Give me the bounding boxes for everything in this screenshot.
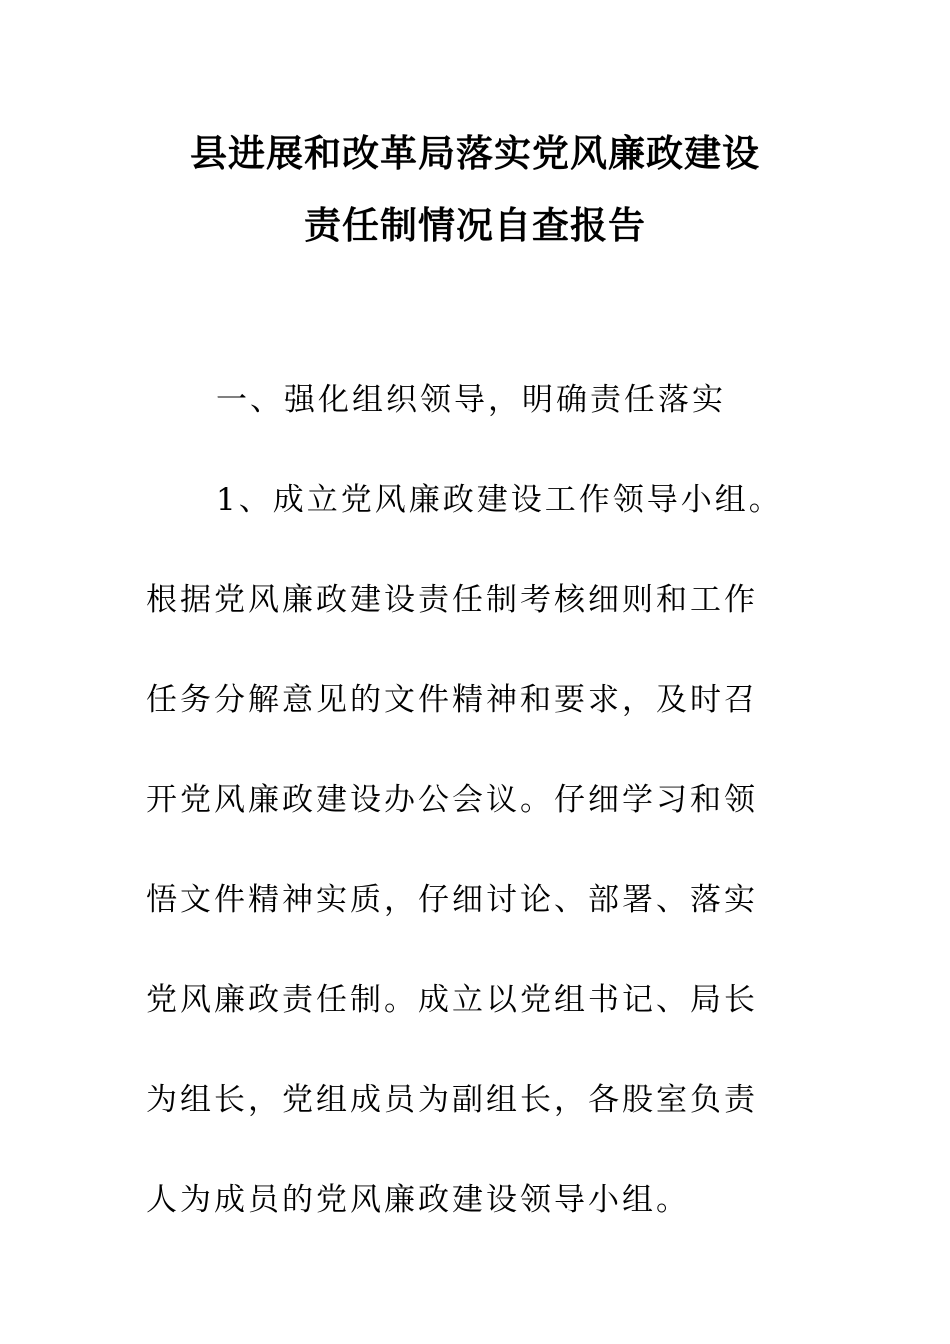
paragraph-line: 悟文件精神实质，仔细讨论、部署、落实 <box>146 882 758 918</box>
paragraph-line: 开党风廉政建设办公会议。仔细学习和领 <box>146 782 758 818</box>
paragraph-line: 人为成员的党风廉政建设领导小组。 <box>146 1182 690 1218</box>
section-heading: 一、强化组织领导，明确责任落实 <box>216 382 726 418</box>
paragraph-line: 1、成立党风廉政建设工作领导小组。 <box>216 482 783 518</box>
document-title-line-1: 县进展和改革局落实党风廉政建设 <box>190 132 760 175</box>
paragraph-line: 党风廉政责任制。成立以党组书记、局长 <box>146 982 758 1018</box>
paragraph-line: 任务分解意见的文件精神和要求，及时召 <box>146 682 758 718</box>
paragraph-line: 根据党风廉政建设责任制考核细则和工作 <box>146 582 758 618</box>
paragraph-line: 为组长，党组成员为副组长，各股室负责 <box>146 1082 758 1118</box>
document-title-line-2: 责任制情况自查报告 <box>304 204 646 247</box>
